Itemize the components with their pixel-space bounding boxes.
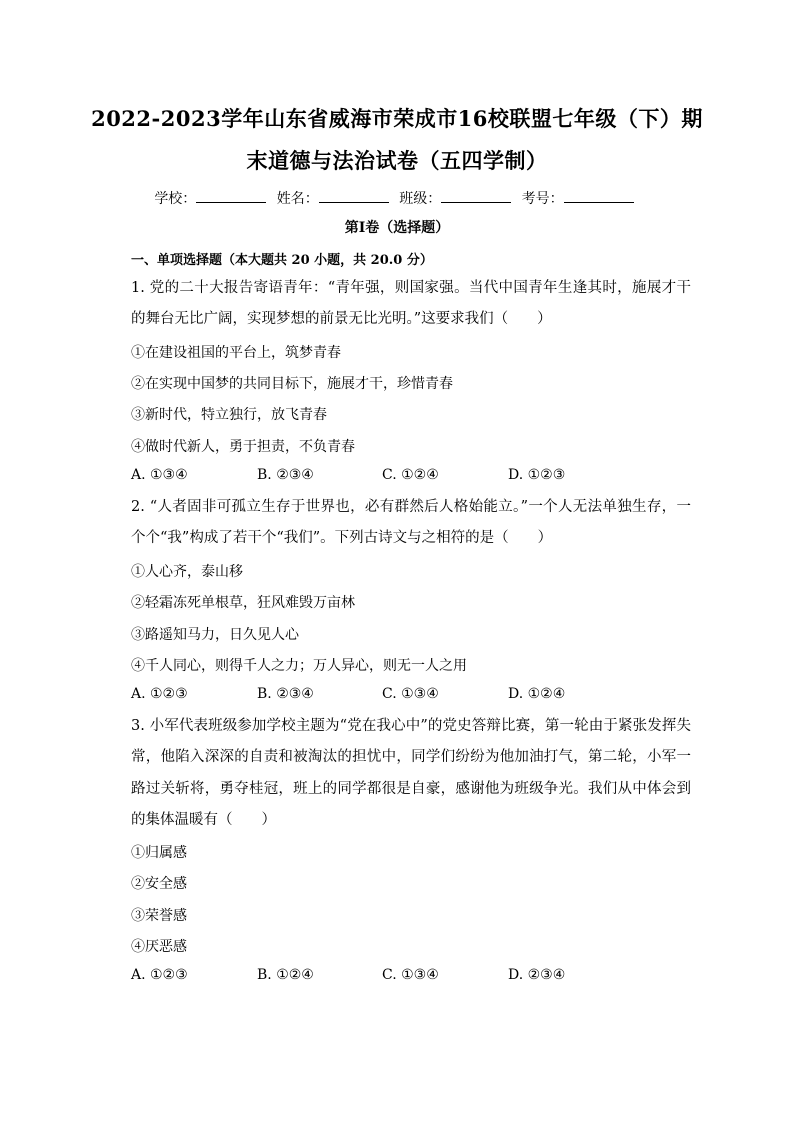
option-d[interactable]: D. ①②④: [508, 686, 566, 702]
option-b[interactable]: B. ①②④: [257, 967, 314, 983]
option-a[interactable]: A. ①②③: [131, 686, 188, 702]
school-label: 学校：: [154, 191, 197, 207]
part-heading: 一、单项选择题（本大题共 20 小题，共 20.0 分）: [131, 253, 433, 268]
exam-no-blank: [564, 189, 634, 203]
class-label: 班级：: [399, 191, 442, 207]
question-1-item: ④做时代新人，勇于担责，不负青春: [131, 439, 355, 455]
option-d[interactable]: D. ①②③: [508, 467, 566, 483]
question-3-item: ②安全感: [131, 876, 187, 892]
question-3-item: ③荣誉感: [131, 908, 187, 924]
student-info-row: [0, 188, 794, 208]
question-1-stem: 1. 党的二十大报告寄语青年：“青年强，则国家强。当代中国青年生逢其时，施展才干的舞台无比广阔，实现梦想的前景无比光明。”这要求我们（ ）: [131, 280, 691, 328]
option-d[interactable]: D. ②③④: [508, 967, 566, 983]
option-a[interactable]: A. ①②③: [131, 967, 188, 983]
question-1-item: ②在实现中国梦的共同目标下，施展才干，珍惜青春: [131, 376, 453, 392]
school-blank: [196, 189, 266, 203]
question-2-item: ①人心齐，泰山移: [131, 564, 243, 580]
exam-no-label: 考号：: [521, 191, 564, 207]
question-3-item: ①归属感: [131, 845, 187, 861]
option-a[interactable]: A. ①③④: [131, 467, 188, 483]
exam-title-line1: 2022-2023学年山东省威海市荣成市16校联盟七年级（下）期: [91, 106, 703, 131]
option-c[interactable]: C. ①③④: [382, 686, 439, 702]
question-2-item: ④千人同心，则得千人之力；万人异心，则无一人之用: [131, 658, 467, 674]
question-2-item: ②轻霜冻死单根草，狂风难毁万亩林: [131, 595, 355, 611]
question-1-item: ③新时代，特立独行，放飞青春: [131, 407, 327, 423]
name-blank: [319, 189, 389, 203]
option-b[interactable]: B. ②③④: [257, 467, 314, 483]
option-b[interactable]: B. ②③④: [257, 686, 314, 702]
class-blank: [441, 189, 511, 203]
section-title: 第Ⅰ卷（选择题）: [344, 220, 450, 236]
exam-title-line2: 末道德与法治试卷（五四学制）: [246, 148, 548, 173]
question-2-stem: 2. “人者固非可孤立生存于世界也，必有群然后人格始能立。”一个人无法单独生存，一个个“我”构成了若干个“我们”。下列古诗文与之相符的是（ ）: [131, 499, 691, 547]
name-label: 姓名：: [276, 191, 319, 207]
option-c[interactable]: C. ①②④: [382, 467, 439, 483]
question-3-item: ④厌恶感: [131, 939, 187, 955]
option-c[interactable]: C. ①③④: [382, 967, 439, 983]
question-2-item: ③路遥知马力，日久见人心: [131, 627, 299, 643]
question-1-item: ①在建设祖国的平台上，筑梦青春: [131, 345, 341, 361]
question-3-stem: 3. 小军代表班级参加学校主题为“党在我心中”的党史答辩比赛，第一轮由于紧张发挥失常，他陷入深深的自责和被淘汰的担忧中，同学们纷纷为他加油打气，第二轮，小军一路过关斩将，勇夺桂冠，班上的同学都很是自豪，感谢他为班级争光。我们从中体会到的集体温暖有（ ）: [131, 718, 691, 829]
